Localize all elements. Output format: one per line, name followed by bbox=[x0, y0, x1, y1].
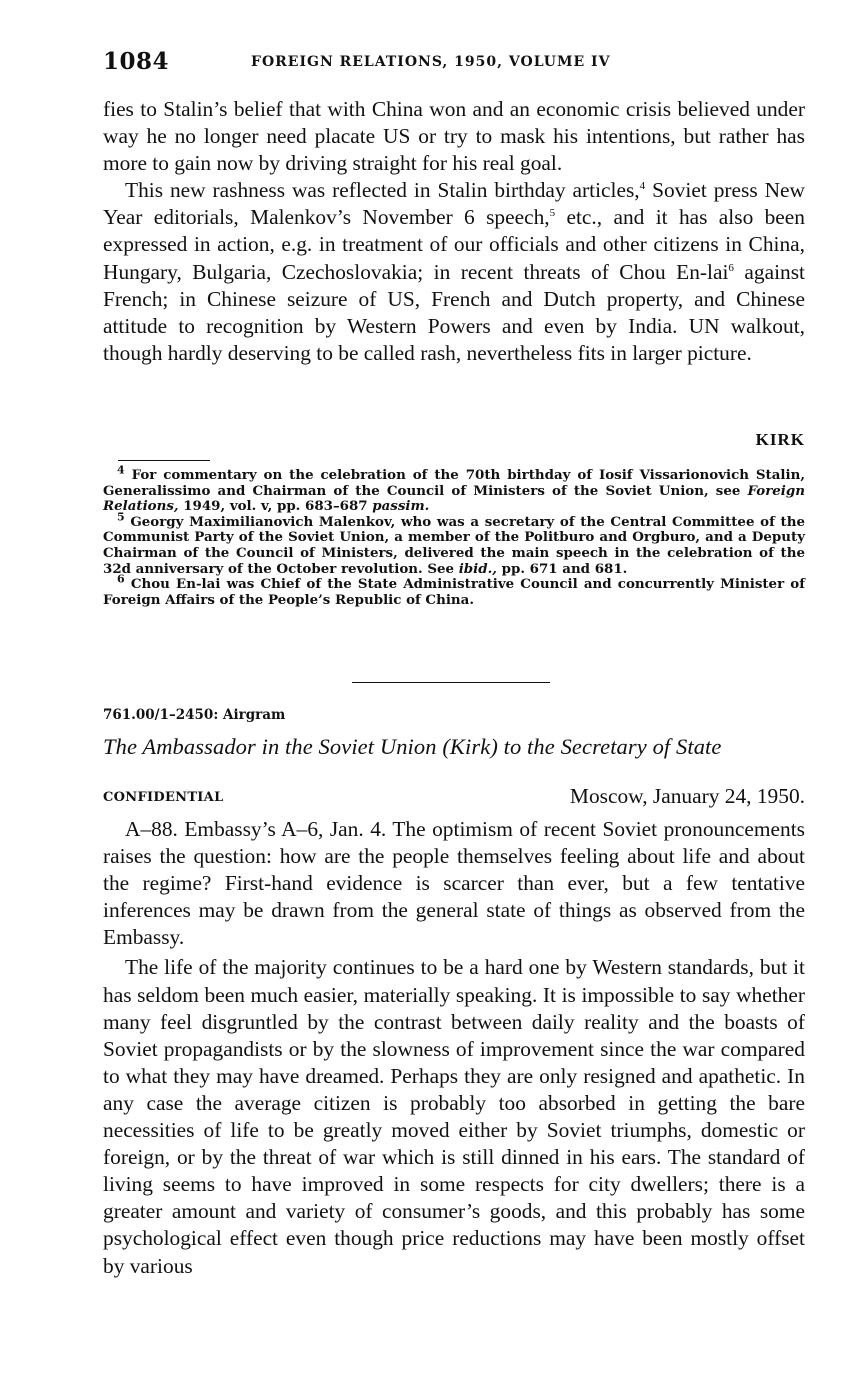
document-title: The Ambassador in the Soviet Union (Kirk) to the Secretary of State bbox=[103, 734, 722, 759]
footnotes bbox=[103, 463, 805, 608]
footnote-rule bbox=[118, 460, 210, 461]
document-body bbox=[103, 816, 805, 1280]
page-header bbox=[103, 48, 803, 78]
footnote-4: $^4$ For commentary on the celebration of the 70th birthday of Iosif Vissarionovich Stalin, Generalissimo and Chairman of the Council of Ministers of the Soviet Union, see Foreign Relations, 1949, vol. v, pp. 683–687 passim. bbox=[103, 463, 805, 515]
signature: KIRK bbox=[755, 430, 805, 449]
footnote-5: $^5$ Georgy Maximilianovich Malenkov, who was a secretary of the Central Committee of the Communist Party of the Soviet Union, a member of the Politburo and Orgburo, and a Deputy Chairman of the Council of Ministers, delivered the main speech in the celebration of the 32d anniversary of the October revolution. See ibid., pp. 671 and 681. bbox=[103, 510, 805, 577]
running-head: FOREIGN RELATIONS, 1950, VOLUME IV bbox=[251, 54, 611, 70]
section-divider bbox=[352, 682, 550, 683]
footnote-ref-6: 6 bbox=[728, 261, 734, 274]
footnote-ref-5: 5 bbox=[549, 207, 556, 220]
footnote-6: $^6$ Chou En-lai was Chief of the State Administrative Council and concurrently Minister of Foreign Affairs of the People’s Republic of China. bbox=[103, 572, 805, 608]
continued-text bbox=[103, 96, 805, 367]
document-paragraph-1: A–88. Embassy’s A–6, Jan. 4. The optimism of recent Soviet pronouncements raises the question: how are the people themselves feeling about life and about the regime? First-hand evidence is scarcer than ever, but a few tentative inferences may be drawn from the general state of things as observed from the Embassy. bbox=[103, 817, 805, 950]
dateline: Moscow, January 24, 1950. bbox=[569, 784, 805, 808]
continued-paragraph-2: This new rashness was reflected in Stalin birthday articles,$^4$ Soviet press New Year editorials, Malenkov’s November 6 speech,$^5$ etc., and it has also been expressed in action, e.g. in treatment of our officials and other citizens in China, Hungary, Bulgaria, Czechoslovakia; in recent threats of Chou En-lai$^6$ against French; in Chinese seizure of US, French and Dutch property, and Chinese attitude to recognition by Western Powers and even by India. UN walkout, though hardly deserving to be called rash, nevertheless fits in larger picture. bbox=[103, 178, 805, 365]
file-number: 761.00/1–2450: Airgram bbox=[103, 707, 286, 723]
document-paragraph-2: The life of the majority continues to be a hard one by Western standards, but it has seldom been much easier, materially speaking. It is impossible to say whether many feel disgruntled by the contrast between daily reality and the boasts of Soviet propagandists or by the slowness of improvement since the war compared to what they may have dreamed. Perhaps they are only resigned and apathetic. In any case the average citizen is probably too absorbed in getting the bare necessities of life to be greatly moved either by Soviet triumphs, domestic or foreign, or by the threat of war which is still dinned in his ears. The standard of living seems to have improved in some respects for city dwellers; there is a greater amount and variety of consumer’s goods, and this probably has some psychological effect even though price reductions may have been mostly offset by various bbox=[103, 955, 805, 1278]
continued-paragraph-1: fies to Stalin’s belief that with China won and an economic crisis believed under way he no longer need placate US or try to mask his intentions, but rather has more to gain now by driving straight for his real goal. bbox=[103, 97, 805, 176]
footnote-ref-4: 4 bbox=[639, 180, 646, 193]
page-number: 1084 bbox=[103, 48, 170, 75]
classification: CONFIDENTIAL bbox=[103, 790, 224, 805]
